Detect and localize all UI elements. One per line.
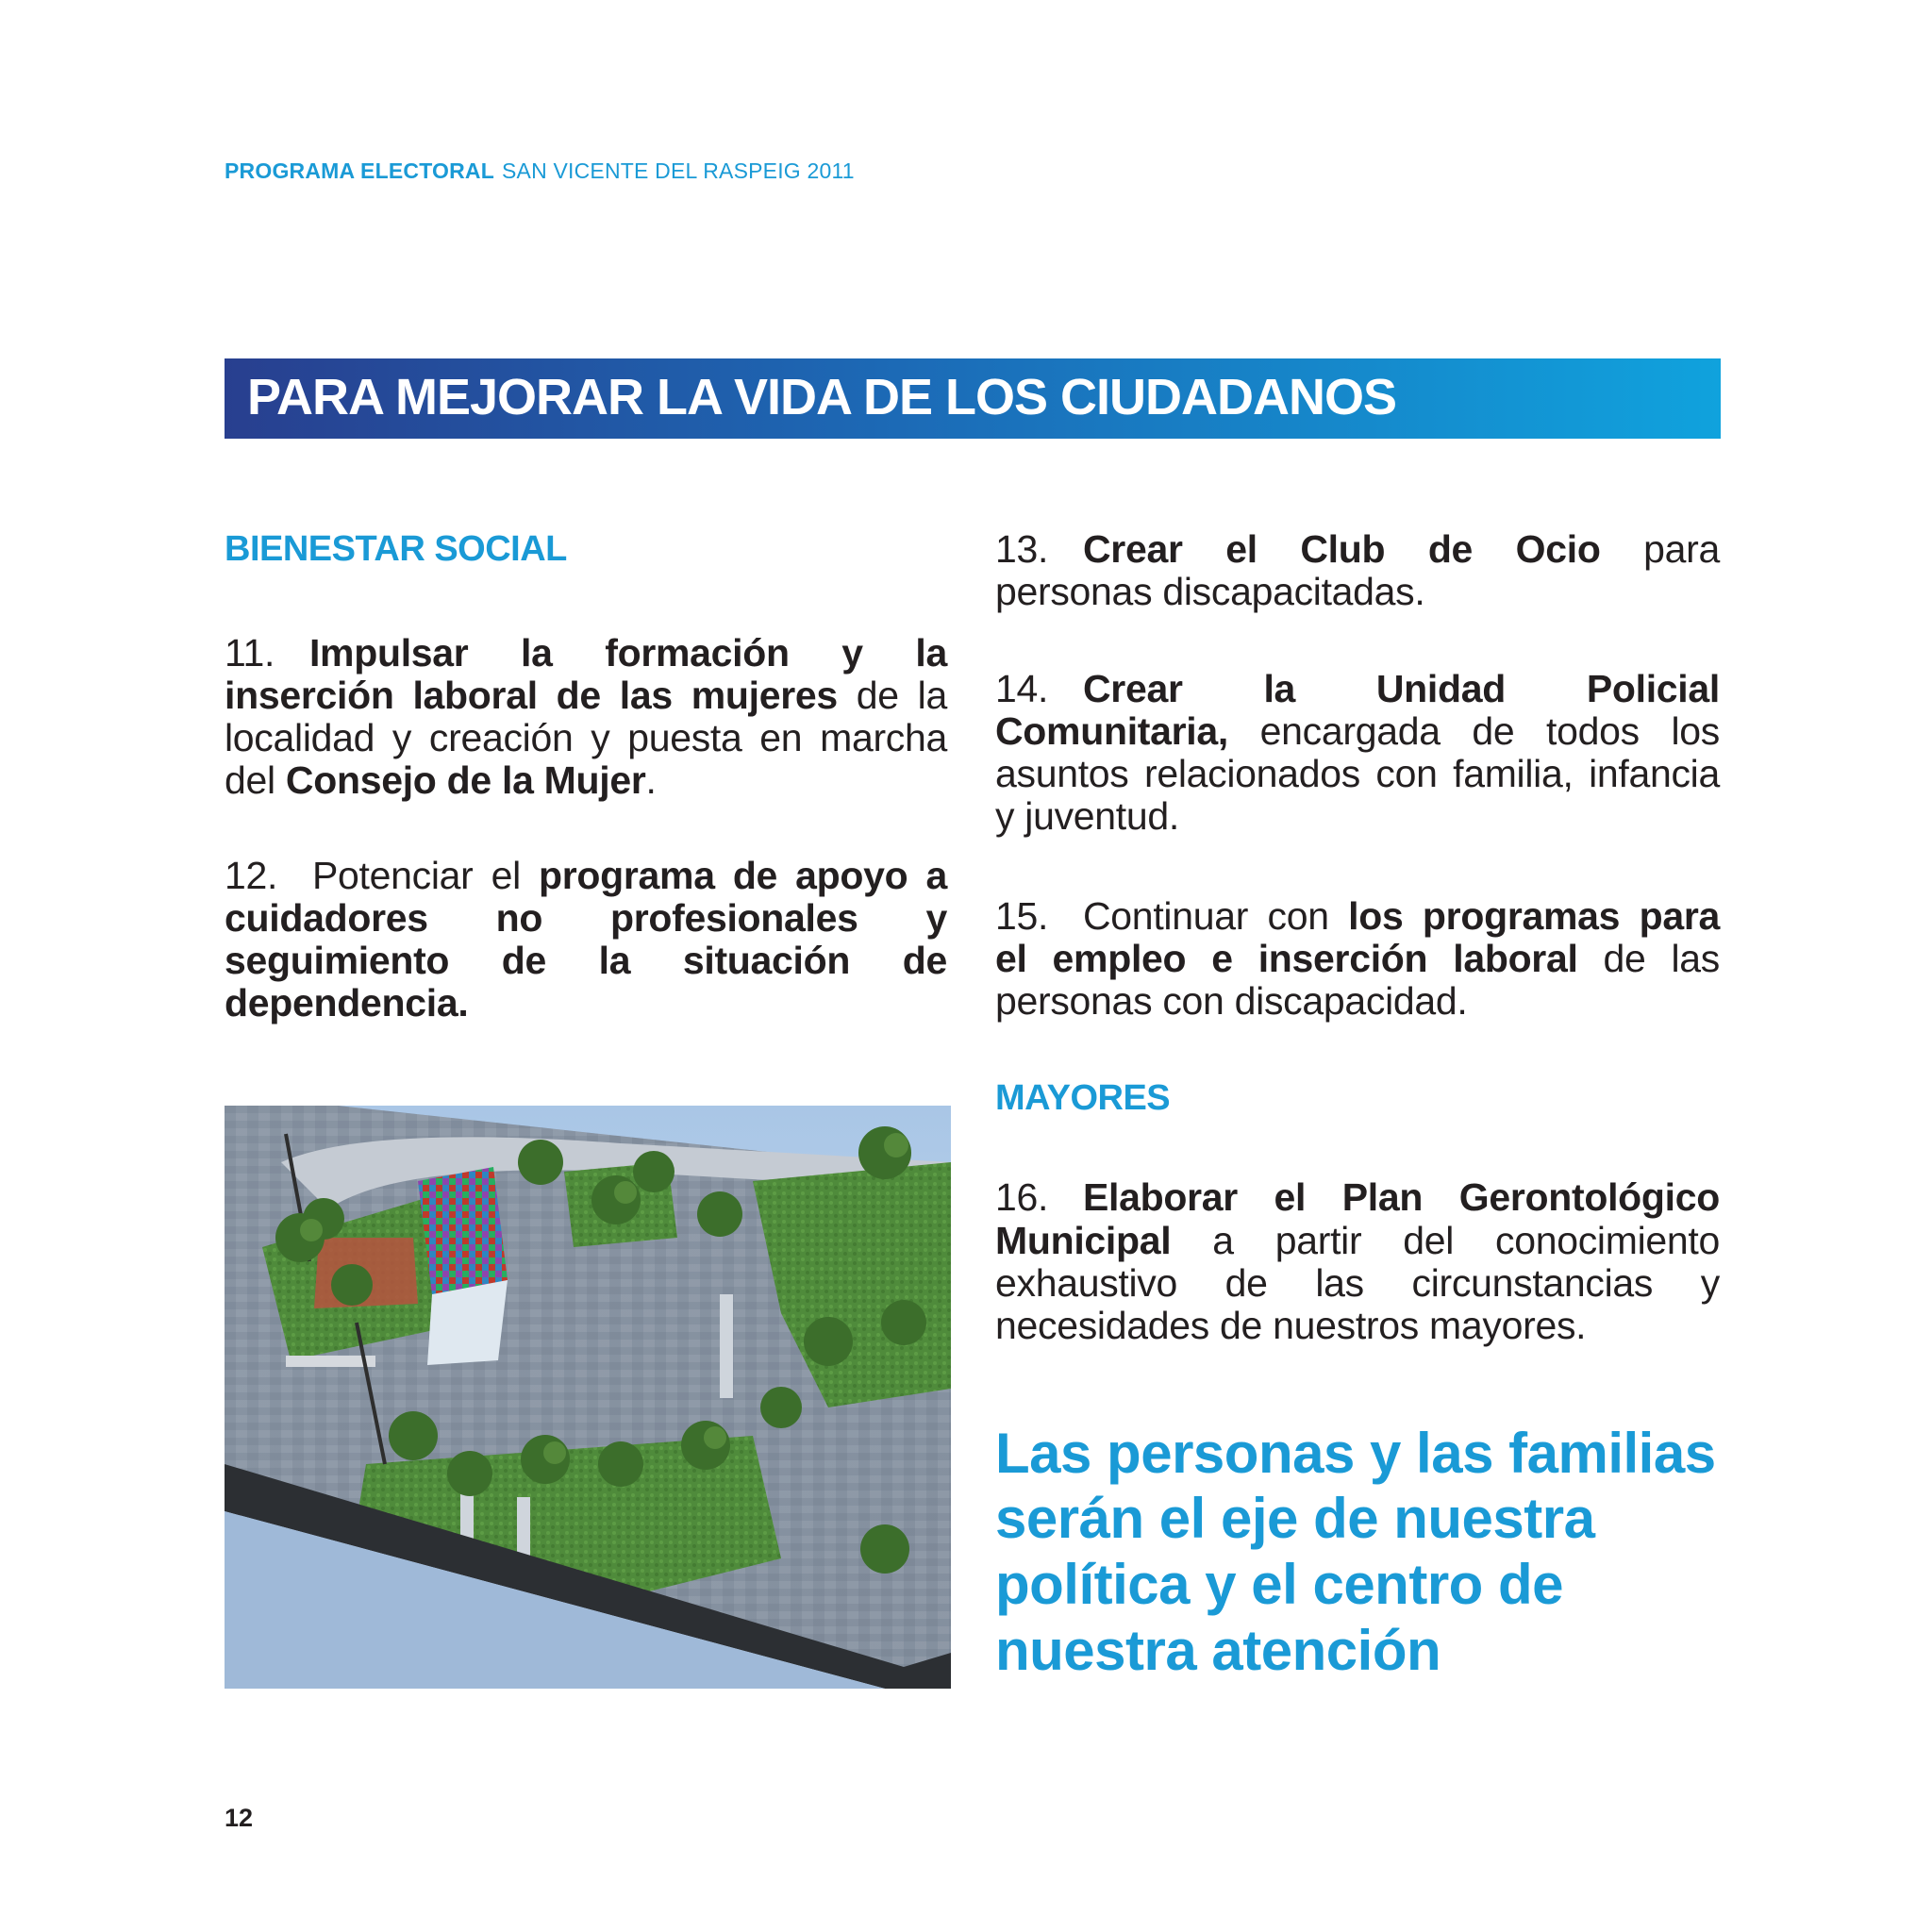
proposal-bold: Impulsar la formación y la inserción laboral de las mujeres [225,630,947,717]
proposal-bold: Crear el Club de Ocio [1083,527,1601,571]
proposal-text: . [645,758,657,802]
right-column [995,528,1720,1683]
proposal-14 [995,668,1720,838]
proposal-number: 13. [995,527,1049,571]
proposal-number: 12. [225,853,278,897]
proposal-number: 14. [995,667,1049,711]
left-column [225,528,947,1024]
title-band [225,358,1721,439]
proposal-13 [995,528,1720,613]
proposal-text: Potenciar el [312,853,540,897]
page-number: 12 [225,1804,254,1832]
proposal-number: 16. [995,1175,1049,1220]
proposal-15 [995,895,1720,1023]
program-label: PROGRAMA ELECTORAL [225,158,494,183]
proposal-bold: Crear la Unidad Policial Comunitaria, [995,667,1720,754]
proposal-text: de las personas con discapacidad. [995,936,1720,1023]
place-year: SAN VICENTE DEL RASPEIG 2011 [502,158,855,183]
proposal-number: 11. [225,630,275,675]
park-render-illustration [225,1106,951,1689]
page-title: PARA MEJORAR LA VIDA DE LOS CIUDADANOS [247,369,1397,425]
park-render-image [225,1106,951,1689]
running-header [225,158,855,184]
section-heading-bienestar: BIENESTAR SOCIAL [225,529,567,569]
proposal-text: Continuar con [1083,893,1349,938]
proposal-text: de la localidad y creación y puesta en marcha del [225,673,947,802]
proposal-text: a partir del conocimiento exhaustivo de las circunstancias y necesidades de nuestros mayores. [995,1218,1720,1347]
proposal-text: para personas discapacitadas. [995,527,1720,614]
proposal-bold: programa de apoyo a cuidadores no profesionales y seguimiento de la situación de dependencia. [225,853,947,1025]
proposal-text: encargada de todos los asuntos relacionados con familia, infancia y juventud. [995,709,1720,839]
highlight-quote: Las personas y las familias serán el eje de nuestra política y el centro de nuestra atención [995,1421,1716,1682]
proposal-12 [225,855,947,1024]
proposal-16 [995,1176,1720,1346]
proposal-11 [225,632,947,802]
section-heading-mayores: MAYORES [995,1077,1171,1118]
proposal-bold: los programas para el empleo e inserción laboral [995,893,1720,980]
proposal-bold: Elaborar el Plan Gerontológico Municipal [995,1175,1720,1262]
proposal-number: 15. [995,893,1049,938]
proposal-bold: Consejo de la Mujer [285,758,646,802]
